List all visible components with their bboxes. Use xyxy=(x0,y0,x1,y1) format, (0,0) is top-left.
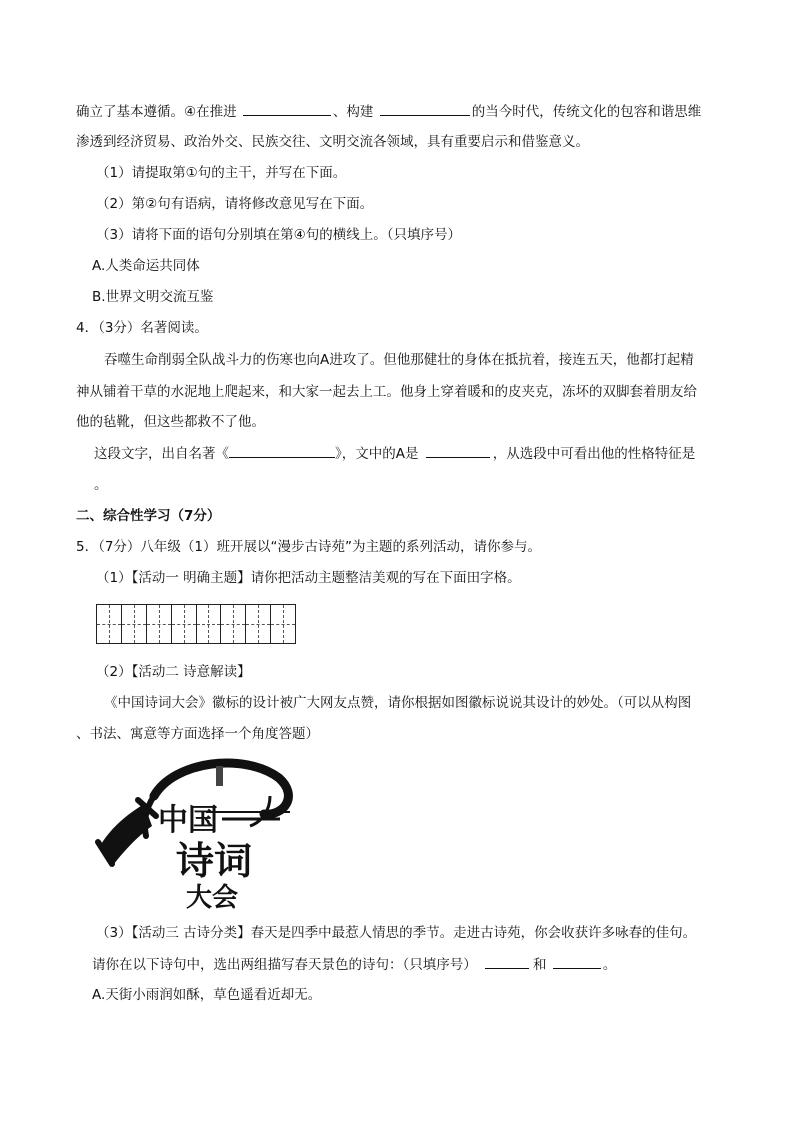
text-line xyxy=(94,444,695,463)
poem-option-a: A.天街小雨润如酥，草色遥看近却无。 xyxy=(92,987,322,1003)
text-line xyxy=(92,955,616,974)
text: 请你在以下诗句中，选出两组描写春天景色的诗句：（只填序号） xyxy=(92,957,477,973)
grid-cell[interactable] xyxy=(271,605,295,643)
question-2: （2）第②句有语病，请将修改意见写在下面。 xyxy=(96,196,374,212)
option-b: B.世界文明交流互鉴 xyxy=(92,289,214,305)
logo-text-1: 中国 xyxy=(158,803,218,838)
blank-character[interactable] xyxy=(426,444,490,458)
text: 确立了基本遵循。④在推进 xyxy=(76,104,237,120)
option-a: A.人类命运共同体 xyxy=(92,258,200,274)
logo-text-2: 诗词 xyxy=(176,838,253,883)
passage-line: 神从铺着干草的水泥地上爬起来，和大家一起去上工。他身上穿着暖和的皮夹克，冻坏的双脚套着朋友给 xyxy=(76,384,697,400)
poetry-conference-logo xyxy=(94,756,304,912)
logo-text-3: 大会 xyxy=(186,883,239,912)
grid-cell[interactable] xyxy=(197,605,222,643)
passage-line: 吞噬生命削弱全队战斗力的伤寒也向A进攻了。但他那健壮的身体在抵抗着，接连五天，他都打起精 xyxy=(104,352,694,368)
blank-answer-2[interactable] xyxy=(553,955,601,969)
text-line: 、书法、寓意等方面选择一个角度答题） xyxy=(76,726,319,742)
activity-2: （2）【活动二 诗意解读】 xyxy=(96,664,251,680)
text: 和 xyxy=(533,957,547,973)
section-heading: 二、综合性学习（7分） xyxy=(76,508,221,524)
grid-cell[interactable] xyxy=(246,605,271,643)
blank-line-2[interactable] xyxy=(380,102,470,116)
question-5: 5．（7分）八年级（1）班开展以“漫步古诗苑”为主题的系列活动，请你参与。 xyxy=(76,539,542,555)
text-line xyxy=(76,102,701,121)
text-line: 渗透到经济贸易、政治外交、民族交往、文明交流各领域，具有重要启示和借鉴意义。 xyxy=(76,134,589,150)
grid-cell[interactable] xyxy=(97,605,122,643)
text-line: 。 xyxy=(94,477,108,493)
text: 的当今时代，传统文化的包容和谐思维 xyxy=(471,104,702,120)
text: 、构建 xyxy=(332,104,374,120)
question-1: （1）请提取第①句的主干，并写在下面。 xyxy=(96,165,347,181)
text: ，从选段中可看出他的性格特征是 xyxy=(492,446,696,462)
text-line: 《中国诗词大会》徽标的设计被广大网友点赞，请你根据如图徽标说说其设计的妙处。（可以从构图 xyxy=(104,695,692,711)
grid-cell[interactable] xyxy=(221,605,246,643)
text: 这段文字，出自名著《 xyxy=(94,446,229,462)
text: 。 xyxy=(602,957,617,973)
tianzige-grid[interactable] xyxy=(96,604,296,644)
grid-cell[interactable] xyxy=(147,605,172,643)
blank-answer-1[interactable] xyxy=(485,955,529,969)
text: 》，文中的A是 xyxy=(335,446,419,462)
activity-1: （1）【活动一 明确主题】请你把活动主题整洁美观的写在下面田字格。 xyxy=(96,570,521,586)
activity-3: （3）【活动三 古诗分类】春天是四季中最惹人情思的季节。走进古诗苑，你会收获许多咏春的佳句。 xyxy=(96,925,697,941)
question-3: （3）请将下面的语句分别填在第④句的横线上。（只填序号） xyxy=(96,227,461,243)
blank-book-title[interactable] xyxy=(229,444,335,458)
passage-line: 他的毡靴，但这些都救不了他。 xyxy=(76,414,265,430)
blank-line-1[interactable] xyxy=(243,102,331,116)
question-4: 4．（3分）名著阅读。 xyxy=(76,320,208,336)
grid-cell[interactable] xyxy=(122,605,147,643)
grid-cell[interactable] xyxy=(172,605,197,643)
